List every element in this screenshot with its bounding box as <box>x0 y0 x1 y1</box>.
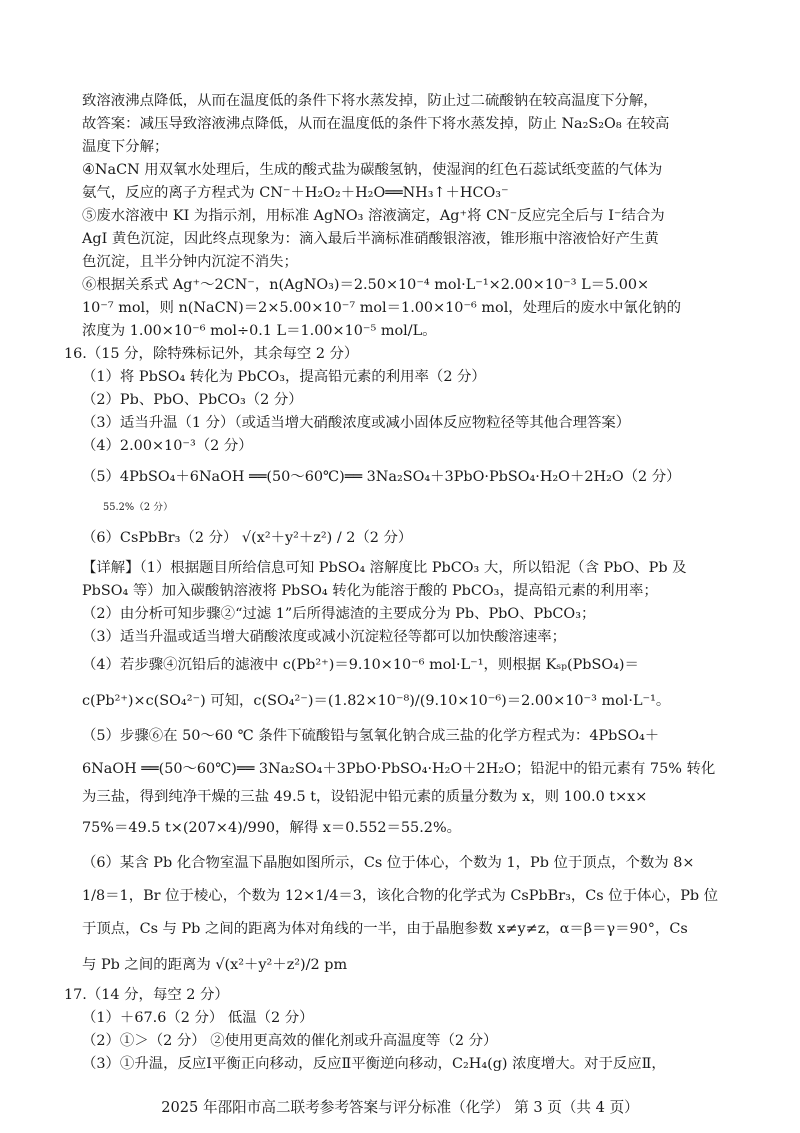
answer-17-2: （2）①＞（2 分） ②使用更高效的催化剂或升高温度等（2 分） <box>82 1033 498 1049</box>
detail-paragraph-6: （6）某含 Pb 化合物室温下晶胞如图所示，Cs 位于体心，个数为 1，Pb 位于顶点，个数为 8× <box>82 855 695 871</box>
text-line: ⑤废水溶液中 KI 为指示剂，用标准 AgNO₃ 溶液滴定，Ag⁺将 CN⁻反应完全后与 I⁻结合为 <box>82 208 665 224</box>
text-line: PbSO₄ 等）加入碳酸钠溶液将 PbSO₄ 转化为能溶于酸的 PbCO₃，提高铅元素的利用率； <box>82 583 658 599</box>
answer-16-1: （1）将 PbSO₄ 转化为 PbCO₃，提高铅元素的利用率（2 分） <box>82 369 486 385</box>
text-line: 致溶液沸点降低，从而在温度低的条件下将水蒸发掉，防止过二硫酸钠在较高温度下分解， <box>82 93 658 109</box>
text-line: 浓度为 1.00×10⁻⁶ mol÷0.1 L＝1.00×10⁻⁵ mol/L。 <box>82 323 437 339</box>
document-body <box>64 90 727 1076</box>
answer-17-3: （3）①升温，反应Ⅰ平衡正向移动，反应Ⅱ平衡逆向移动，C₂H₄(g) 浓度增大。对于反应Ⅱ， <box>82 1056 666 1072</box>
text-line: 10⁻⁷ mol，则 n(NaCN)＝2×5.00×10⁻⁷ mol＝1.00×10⁻⁶ mol，处理后的废水中氰化钠的 <box>82 300 681 316</box>
text-line: 1/8＝1，Br 位于棱心，个数为 12×1/4＝3，该化合物的化学式为 CsPbBr₃，Cs 位于体心，Pb 位 <box>82 888 719 904</box>
answer-16-6: （6）CsPbBr₃（2 分） √(x²＋y²＋z²) / 2（2 分） <box>82 530 413 546</box>
question-17-heading: 17.（14 分，每空 2 分） <box>64 987 229 1003</box>
answer-16-5-equation: （5）4PbSO₄＋6NaOH ══(50～60℃)══ 3Na₂SO₄＋3PbO·PbSO₄·H₂O＋2H₂O（2 分） <box>82 469 681 485</box>
text-line: 氨气，反应的离子方程式为 CN⁻＋H₂O₂＋H₂O══NH₃↑＋HCO₃⁻ <box>82 185 509 201</box>
text-line: 75%＝49.5 t×(207×4)/990，解得 x＝0.552＝55.2%。 <box>82 820 462 836</box>
text-line: 色沉淀，且半分钟内沉淀不消失； <box>82 254 298 270</box>
text-line: 与 Pb 之间的距离为 √(x²＋y²＋z²)/2 pm <box>82 957 348 973</box>
answer-16-3: （3）适当升温（1 分）（或适当增大硝酸浓度或减小固体反应物粒径等其他合理答案） <box>82 415 631 431</box>
text-line: ④NaCN 用双氧水处理后，生成的酸式盐为碳酸氢钠，使湿润的红色石蕊试纸变蓝的气体为 <box>82 162 663 178</box>
answer-16-5-percentage: 55.2%（2 分） <box>103 502 173 513</box>
text-line: 6NaOH ══(50～60℃)══ 3Na₂SO₄＋3PbO·PbSO₄·H₂O＋2H₂O；铅泥中的铅元素有 75% 转化 <box>82 761 716 777</box>
answer-16-4: （4）2.00×10⁻³（2 分） <box>82 438 253 454</box>
detail-paragraph-4: （4）若步骤④沉铅后的滤液中 c(Pb²⁺)＝9.10×10⁻⁶ mol·L⁻¹，则根据 Kₛₚ(PbSO₄)＝ <box>82 657 639 673</box>
text-line: 为三盐，得到纯净干燥的三盐 49.5 t，设铅泥中铅元素的质量分数为 x，则 100.0 t×x× <box>82 789 648 805</box>
detail-paragraph-5: （5）步骤⑥在 50～60 ℃ 条件下硫酸铅与氢氧化钠合成三盐的化学方程式为：4PbSO₄＋ <box>82 728 660 744</box>
text-line: 于顶点，Cs 与 Pb 之间的距离为体对角线的一半，由于晶胞参数 x≠y≠z，α＝β＝γ＝90°，Cs <box>82 921 688 937</box>
detail-paragraph-2: （2）由分析可知步骤②“过滤 1”后所得滤渣的主要成分为 Pb、PbO、PbCO₃； <box>82 606 596 622</box>
detail-paragraph-3: （3）适当升温或适当增大硝酸浓度或减小沉淀粒径等都可以加快酸溶速率； <box>82 629 567 645</box>
text-line: AgI 黄色沉淀，因此终点现象为：滴入最后半滴标准硝酸银溶液，锥形瓶中溶液恰好产生黄 <box>82 231 659 247</box>
text-line: ⑥根据关系式 Ag⁺～2CN⁻，n(AgNO₃)＝2.50×10⁻⁴ mol·L⁻¹×2.00×10⁻³ L＝5.00× <box>82 277 650 293</box>
answer-17-1: （1）＋67.6（2 分） 低温（2 分） <box>82 1010 314 1026</box>
answer-16-2: （2）Pb、PbO、PbCO₃（2 分） <box>82 392 303 408</box>
detail-paragraph-1: 【详解】（1）根据题目所给信息可知 PbSO₄ 溶解度比 PbCO₃ 大，所以铅泥（含 PbO、Pb 及 <box>82 560 687 576</box>
text-line: 温度下分解； <box>82 139 169 155</box>
page-footer: 2025 年邵阳市高二联考参考答案与评分标准（化学） 第 3 页（共 4 页） <box>161 1099 639 1116</box>
text-line: 故答案：减压导致溶液沸点降低，从而在温度低的条件下将水蒸发掉，防止 Na₂S₂O₈ 在较高 <box>82 116 670 132</box>
text-line: c(Pb²⁺)×c(SO₄²⁻) 可知，c(SO₄²⁻)＝(1.82×10⁻⁸)/(9.10×10⁻⁶)＝2.00×10⁻³ mol·L⁻¹。 <box>82 693 671 709</box>
question-16-heading: 16.（15 分，除特殊标记外，其余每空 2 分） <box>64 346 359 362</box>
